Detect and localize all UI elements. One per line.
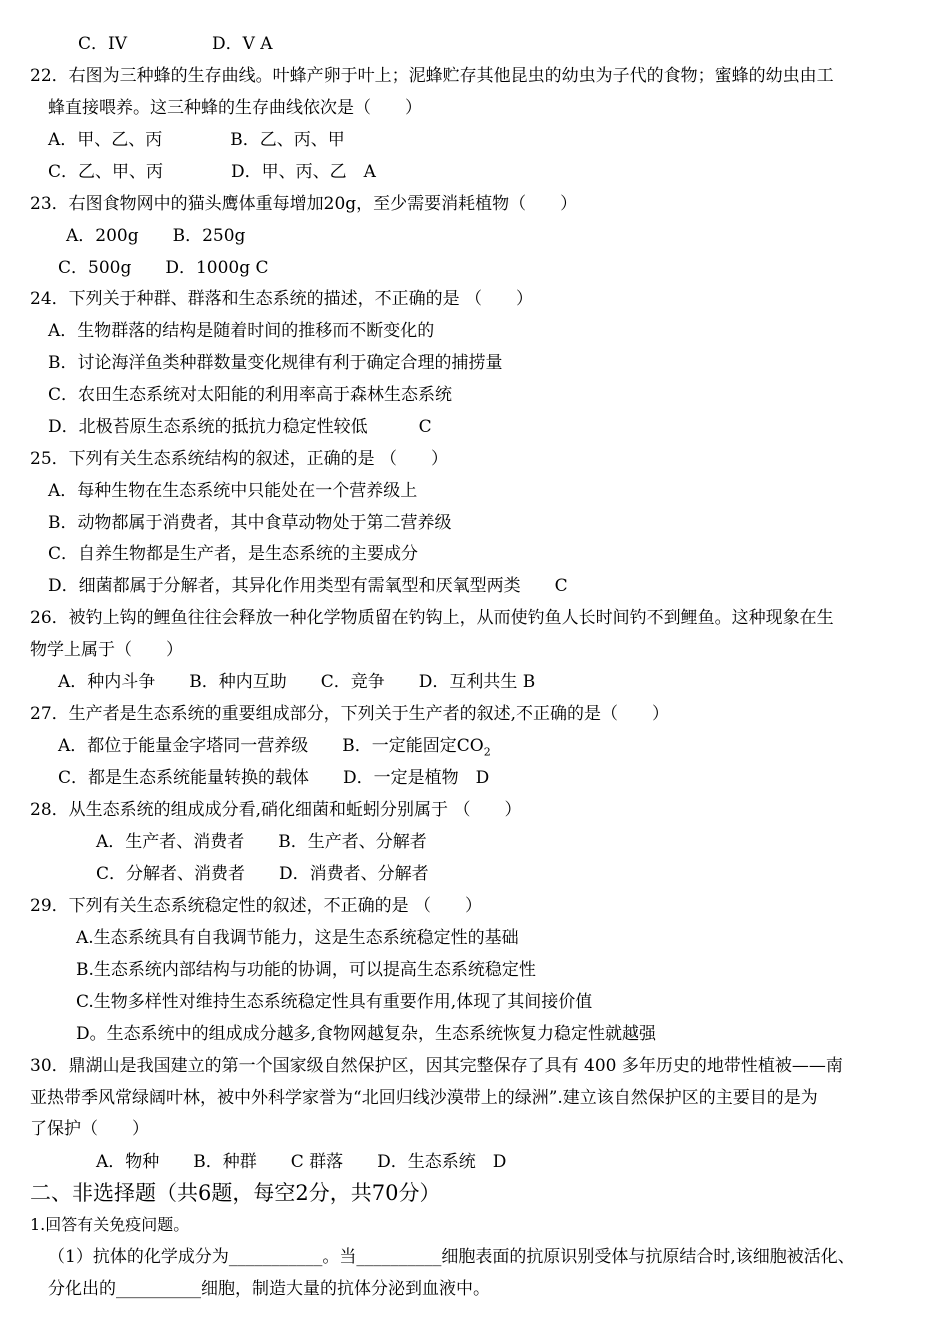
q29-option-b: B.生态系统内部结构与功能的协调，可以提高生态系统稳定性 — [76, 960, 536, 980]
q28-options-cd: C．分解者、消费者 D．消费者、分解者 — [96, 864, 429, 884]
q24-option-a: A．生物群落的结构是随着时间的推移而不断变化的 — [48, 321, 435, 341]
q21-options-cd: C．IV D．V A — [78, 34, 273, 54]
q24-option-c: C．农田生态系统对太阳能的利用率高于森林生态系统 — [48, 385, 453, 405]
s2-q1-part1-line2: 分化出的__________细胞，制造大量的抗体分泌到血液中。 — [48, 1279, 490, 1299]
s2-q1-stem: 1.回答有关免疫问题。 — [30, 1215, 190, 1234]
q30-stem-line2: 亚热带季风常绿阔叶林，被中外科学家誉为“北回归线沙漠带上的绿洲”.建立该自然保护区的主要目的是为 — [30, 1088, 818, 1108]
q24-option-b: B．讨论海洋鱼类种群数量变化规律有利于确定合理的捕捞量 — [48, 353, 503, 373]
q25-option-d: D．细菌都属于分解者，其异化作用类型有需氧型和厌氧型两类 C — [48, 576, 568, 596]
q27-options-ab — [58, 735, 491, 763]
q24-option-d: D．北极苔原生态系统的抵抗力稳定性较低 C — [48, 417, 432, 437]
q25-option-c: C．自养生物都是生产者，是生态系统的主要成分 — [48, 544, 419, 564]
q22-options-ab: A．甲、乙、丙 B．乙、丙、甲 — [48, 130, 345, 150]
q24-stem: 24．下列关于种群、群落和生态系统的描述，不正确的是 （ ） — [30, 289, 534, 309]
q27-co2-subscript: 2 — [483, 745, 491, 759]
q25-option-b: B．动物都属于消费者，其中食草动物处于第二营养级 — [48, 513, 452, 533]
q23-options-cd: C．500g D．1000g C — [58, 258, 269, 278]
q23-stem: 23．右图食物网中的猫头鹰体重每增加20g，至少需要消耗植物（ ） — [30, 194, 578, 214]
q30-stem-line1: 30．鼎湖山是我国建立的第一个国家级自然保护区，因其完整保存了具有 400 多年历史的地带性植被——南 — [30, 1056, 843, 1076]
q22-stem-line2: 蜂直接喂养。这三种蜂的生存曲线依次是（ ） — [48, 98, 422, 118]
s2-q1-part1-line1: （1）抗体的化学成分为___________。当__________细胞表面的抗原识别受体与抗原结合时,该细胞被活化、 — [48, 1247, 855, 1267]
q26-stem-line1: 26．被钓上钩的鲤鱼往往会释放一种化学物质留在钓钩上，从而使钓鱼人长时间钓不到鲤鱼。这种现象在生 — [30, 608, 834, 628]
q26-stem-line2: 物学上属于（ ） — [30, 640, 183, 660]
q28-stem: 28．从生态系统的组成成分看,硝化细菌和蚯蚓分别属于 （ ） — [30, 800, 522, 820]
q29-option-c: C.生物多样性对维持生态系统稳定性具有重要作用,体现了其间接价值 — [76, 992, 593, 1012]
q27-options-ab-text: A．都位于能量金字塔同一营养级 B．一定能固定CO — [58, 736, 484, 756]
section-2-title: 二、非选择题（共6题，每空2分，共70分） — [30, 1181, 441, 1205]
q27-options-cd: C．都是生态系统能量转换的载体 D．一定是植物 D — [58, 768, 490, 788]
q25-stem: 25．下列有关生态系统结构的叙述，正确的是 （ ） — [30, 449, 449, 469]
q25-option-a: A．每种生物在生态系统中只能处在一个营养级上 — [48, 481, 418, 501]
q28-options-ab: A．生产者、消费者 B．生产者、分解者 — [96, 832, 427, 852]
q29-option-a: A.生态系统具有自我调节能力，这是生态系统稳定性的基础 — [76, 928, 519, 948]
q22-options-cd: C．乙、甲、丙 D．甲、丙、乙 A — [48, 162, 376, 182]
q22-stem-line1: 22．右图为三种蜂的生存曲线。叶蜂产卵于叶上；泥蜂贮存其他昆虫的幼虫为子代的食物；蜜蜂的幼虫由工 — [30, 66, 834, 86]
q23-options-ab: A．200g B．250g — [66, 226, 246, 246]
q27-stem: 27．生产者是生态系统的重要组成部分，下列关于生产者的叙述,不正确的是（ ） — [30, 704, 670, 724]
q30-stem-line3: 了保护（ ） — [30, 1119, 149, 1139]
q26-options: A．种内斗争 B．种内互助 C．竞争 D．互利共生 B — [58, 672, 536, 692]
q30-options: A．物种 B．种群 C 群落 D．生态系统 D — [96, 1152, 507, 1172]
q29-stem: 29．下列有关生态系统稳定性的叙述，不正确的是 （ ） — [30, 896, 483, 916]
q29-option-d: D。生态系统中的组成成分越多,食物网越复杂，生态系统恢复力稳定性就越强 — [76, 1024, 657, 1044]
